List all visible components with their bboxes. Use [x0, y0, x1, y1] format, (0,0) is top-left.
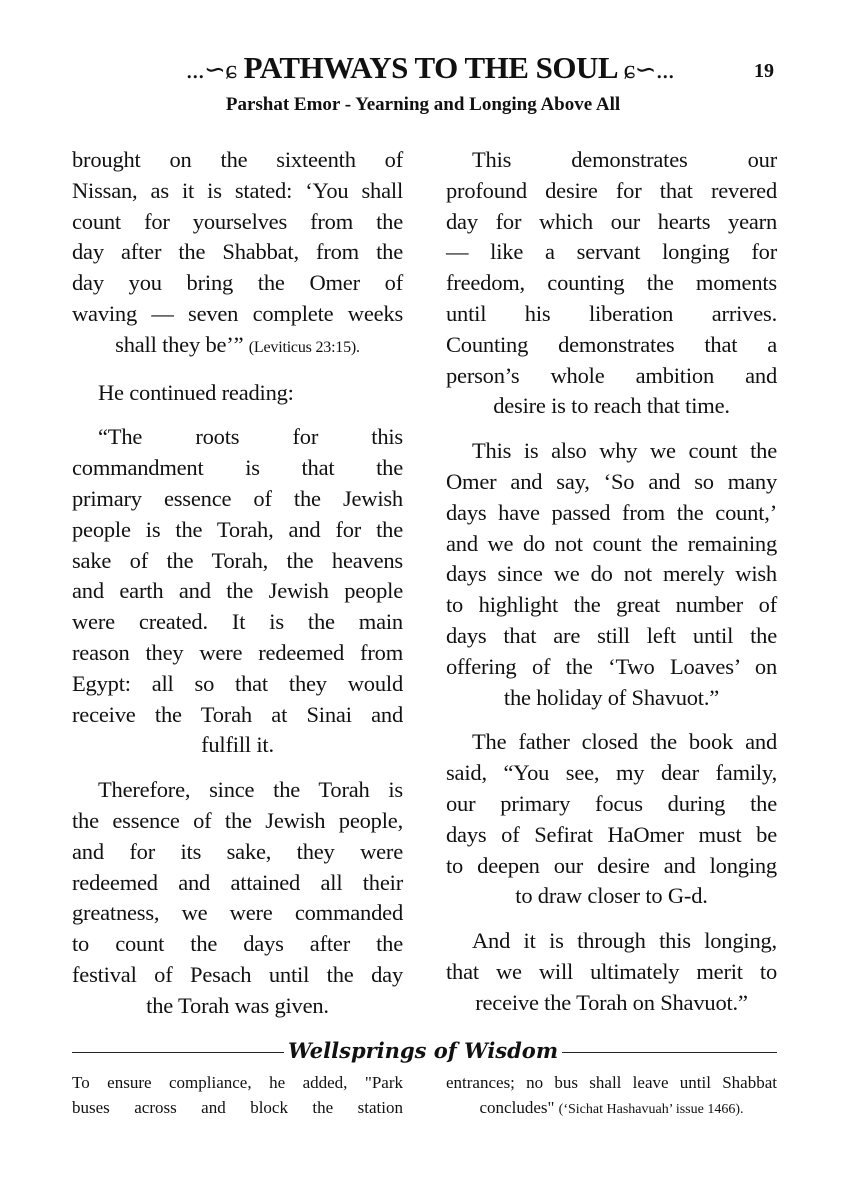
running-header: [120, 50, 740, 86]
text-line: [446, 299, 777, 330]
line-text: Counting demonstrates that a: [446, 331, 777, 357]
text-line: [446, 467, 777, 498]
line-text: festival of Pesach until the day: [72, 961, 403, 987]
text-line: [446, 988, 777, 1019]
text-line: [72, 515, 403, 546]
text-line: [72, 638, 403, 669]
line-text: to count the days after the: [72, 931, 403, 957]
paragraph: [446, 145, 777, 422]
line-text: day you bring the Omer of: [72, 270, 403, 296]
line-text: Omer and say, ‘So and so many: [446, 468, 777, 494]
line-text: greatness, we were commanded: [72, 900, 403, 926]
line-text: and earth and the Jewish people: [72, 578, 403, 604]
line-text: commandment is that the: [72, 455, 403, 481]
text-line: [72, 176, 403, 207]
text-line: [72, 898, 403, 929]
line-text: offering of the ‘Two Loaves’ on: [446, 653, 777, 679]
left-column: [72, 145, 403, 1036]
line-text: shall they be’”: [115, 331, 244, 357]
text-line: [72, 378, 403, 409]
text-line: [446, 559, 777, 590]
line-text: day after the Shabbat, from the: [72, 239, 403, 265]
line-text: Egypt: all so that they would: [72, 670, 403, 696]
text-line: [446, 361, 777, 392]
line-text: said, “You see, my dear family,: [446, 760, 777, 786]
text-line: [72, 299, 403, 330]
text-line: [446, 237, 777, 268]
line-text: to deepen our desire and longing: [446, 852, 777, 878]
line-text: the essence of the Jewish people,: [72, 807, 403, 833]
text-line: [446, 789, 777, 820]
line-text: profound desire for that revered: [446, 177, 777, 203]
line-text: And it is through this longing,: [472, 928, 777, 954]
text-line: [446, 727, 777, 758]
text-line: [446, 330, 777, 361]
line-text: This is also why we count the: [472, 438, 777, 464]
chapter-subtitle: Parshat Emor - Yearning and Longing Above All: [225, 94, 621, 115]
footnote-text: concludes": [479, 1098, 555, 1117]
text-line: [72, 669, 403, 700]
text-line: [446, 590, 777, 621]
line-text: until his liberation arrives.: [446, 300, 777, 326]
text-line: [72, 607, 403, 638]
line-text: the holiday of Shavuot.”: [503, 684, 720, 710]
text-line: [72, 422, 403, 453]
text-line: [446, 683, 777, 714]
text-line: [72, 837, 403, 868]
line-text: the Torah was given.: [146, 992, 329, 1018]
paragraph: [72, 775, 403, 1021]
line-text: — like a servant longing for: [446, 239, 777, 265]
line-text: fulfill it.: [201, 732, 274, 758]
footnote-citation: (‘Sichat Hashavuah’ issue 1466).: [558, 1102, 744, 1117]
footer-title: Wellsprings of Wisdom: [284, 1038, 562, 1063]
footnote-right: [446, 1070, 777, 1122]
footnote-line: [446, 1095, 777, 1122]
paragraph: [72, 422, 403, 761]
line-text: Therefore, since the Torah is: [98, 777, 403, 803]
footnote-left: [72, 1070, 403, 1120]
text-line: [72, 868, 403, 899]
line-text: primary essence of the Jewish: [72, 485, 403, 511]
line-text: redeemed and attained all their: [72, 869, 403, 895]
line-text: our primary focus during the: [446, 790, 777, 816]
line-text: days of Sefirat HaOmer must be: [446, 821, 777, 847]
footnote-line: To ensure compliance, he added, "Park: [72, 1073, 403, 1092]
line-text: that we will ultimately merit to: [446, 958, 777, 984]
text-line: [72, 330, 403, 364]
text-line: [72, 484, 403, 515]
text-line: [446, 881, 777, 912]
paragraph: [72, 145, 403, 364]
line-text: desire is to reach that time.: [493, 393, 730, 419]
paragraph: [446, 727, 777, 912]
text-line: [72, 546, 403, 577]
line-text: The father closed the book and: [472, 729, 777, 755]
text-line: [72, 268, 403, 299]
text-line: [446, 436, 777, 467]
line-text: He continued reading:: [98, 379, 294, 405]
text-line: [72, 576, 403, 607]
text-line: [72, 237, 403, 268]
line-text: This demonstrates our: [472, 147, 777, 172]
text-line: [72, 991, 403, 1022]
text-line: [446, 498, 777, 529]
ornament-left-icon: ...∽ɕ: [186, 55, 237, 84]
ornament-right-icon: ɕ∽...: [623, 55, 674, 84]
text-line: [446, 851, 777, 882]
text-line: [72, 207, 403, 238]
line-text: waving — seven complete weeks: [72, 300, 403, 326]
text-line: [446, 268, 777, 299]
line-text: and for its sake, they were: [72, 838, 403, 864]
line-text: receive the Torah on Shavuot.”: [475, 989, 748, 1015]
line-text: days have passed from the count,’: [446, 499, 777, 525]
paragraph: [72, 378, 403, 409]
line-text: day for which our hearts yearn: [446, 208, 777, 234]
paragraph: [446, 436, 777, 713]
text-line: [446, 145, 777, 176]
text-line: [446, 207, 777, 238]
line-text: freedom, counting the moments: [446, 270, 777, 296]
line-text: receive the Torah at Sinai and: [72, 701, 403, 727]
text-line: [446, 529, 777, 560]
text-line: [72, 929, 403, 960]
text-line: [446, 926, 777, 957]
book-title: PATHWAYS TO THE SOUL: [243, 50, 617, 85]
text-line: [446, 820, 777, 851]
text-line: [72, 145, 403, 176]
text-line: [72, 775, 403, 806]
line-text: reason they were redeemed from: [72, 639, 403, 665]
footer-heading: [0, 1038, 846, 1063]
line-text: were created. It is the main: [72, 609, 403, 635]
text-line: [72, 700, 403, 731]
line-text: days since we do not merely wish: [446, 561, 777, 587]
paragraph: [446, 926, 777, 1018]
text-line: [446, 621, 777, 652]
line-text: Nissan, as it is stated: ‘You shall: [72, 177, 403, 203]
text-line: [72, 806, 403, 837]
right-column: [446, 145, 777, 1033]
text-line: [72, 730, 403, 761]
text-line: [72, 453, 403, 484]
text-line: [446, 176, 777, 207]
footnote-line: entrances; no bus shall leave until Shabbat: [446, 1073, 777, 1092]
text-line: [446, 391, 777, 422]
line-text: people is the Torah, and for the: [72, 516, 403, 542]
text-line: [446, 652, 777, 683]
line-text: to highlight the great number of: [446, 592, 777, 618]
citation: (Leviticus 23:15).: [248, 338, 360, 356]
line-text: and we do not count the remaining: [446, 530, 777, 556]
footnote-line: buses across and block the station: [72, 1098, 403, 1117]
line-text: “The roots for this: [98, 424, 403, 450]
line-text: sake of the Torah, the heavens: [72, 547, 403, 573]
line-text: days that are still left until the: [446, 622, 777, 648]
line-text: count for yourselves from the: [72, 208, 403, 234]
line-text: person’s whole ambition and: [446, 362, 777, 388]
line-text: to draw closer to G-d.: [515, 883, 708, 909]
page-number: 19: [754, 60, 774, 82]
line-text: brought on the sixteenth of: [72, 147, 403, 172]
text-line: [72, 960, 403, 991]
text-line: [446, 758, 777, 789]
text-line: [446, 957, 777, 988]
